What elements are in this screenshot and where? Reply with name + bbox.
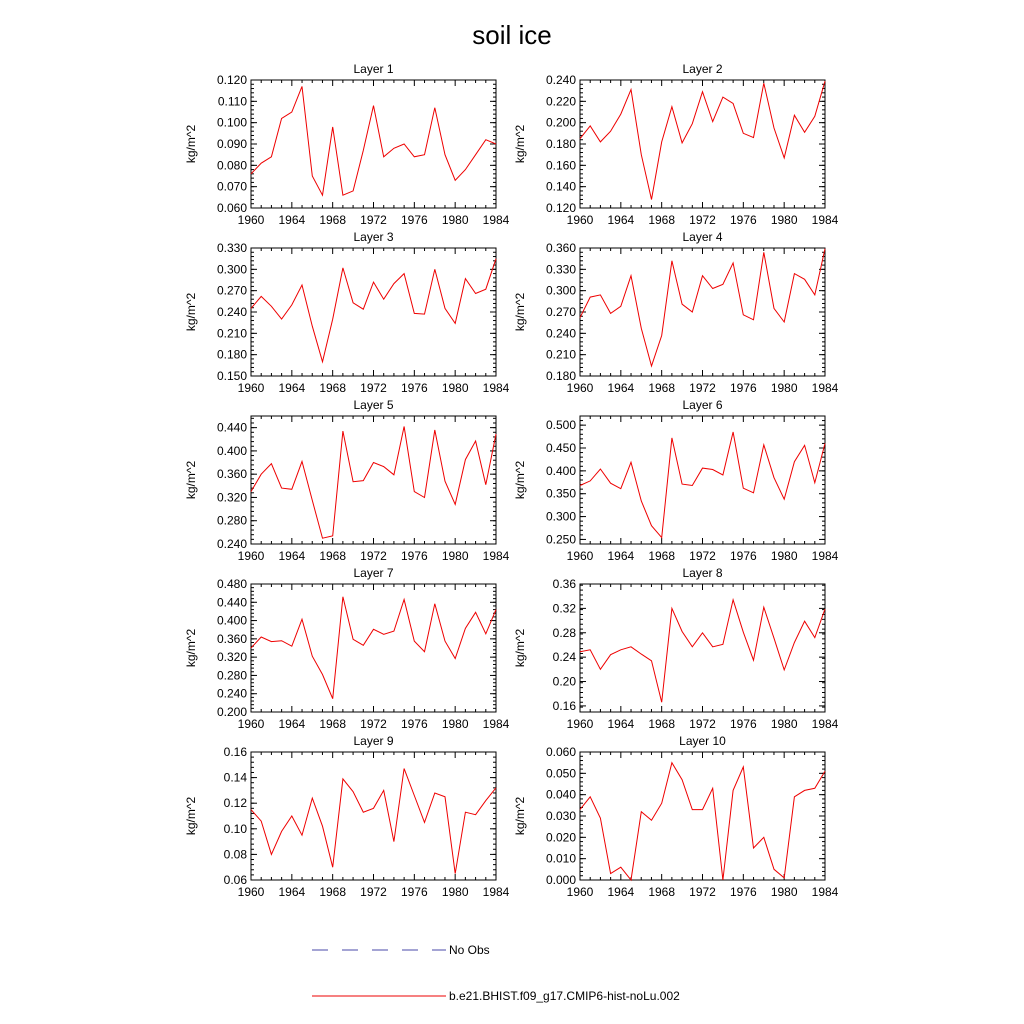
y-tick-label: 0.240 [216, 686, 247, 701]
y-tick-label: 0.140 [545, 179, 576, 194]
series-line [251, 427, 496, 539]
y-tick-label: 0.300 [216, 262, 247, 277]
y-tick-label: 0.20 [552, 674, 576, 689]
x-tick-label: 1964 [607, 717, 635, 731]
x-tick-label: 1976 [400, 381, 428, 395]
y-tick-label: 0.220 [545, 94, 576, 109]
y-tick-label: 0.090 [216, 137, 247, 151]
y-axis-label: kg/m^2 [184, 796, 198, 836]
y-axis-label: kg/m^2 [184, 628, 198, 668]
y-axis-label: kg/m^2 [513, 628, 527, 668]
x-tick-label: 1984 [482, 717, 510, 731]
y-tick-label: 0.32 [552, 601, 576, 616]
x-tick-label: 1976 [729, 549, 757, 563]
plot-frame [251, 248, 496, 376]
y-tick-label: 0.08 [223, 847, 247, 862]
x-tick-label: 1980 [770, 213, 798, 227]
y-tick-label: 0.160 [545, 158, 576, 173]
x-tick-label: 1976 [400, 885, 428, 899]
x-tick-label: 1980 [441, 885, 469, 899]
x-tick-label: 1960 [237, 381, 265, 395]
y-tick-label: 0.360 [545, 241, 576, 255]
y-tick-label: 0.210 [216, 326, 247, 341]
x-tick-label: 1980 [441, 381, 469, 395]
y-tick-label: 0.300 [545, 509, 576, 524]
y-tick-label: 0.10 [223, 821, 247, 836]
x-tick-label: 1976 [400, 549, 428, 563]
x-tick-label: 1976 [729, 381, 757, 395]
x-tick-label: 1984 [482, 885, 510, 899]
x-tick-label: 1984 [482, 213, 510, 227]
y-tick-label: 0.050 [545, 766, 576, 781]
x-tick-label: 1964 [607, 381, 635, 395]
y-tick-label: 0.010 [545, 851, 576, 866]
y-tick-label: 0.400 [545, 463, 576, 478]
x-tick-label: 1960 [566, 549, 594, 563]
x-tick-label: 1972 [360, 549, 387, 563]
y-tick-label: 0.060 [216, 201, 247, 215]
x-tick-label: 1972 [689, 381, 716, 395]
x-tick-label: 1984 [482, 381, 510, 395]
plot-frame [580, 752, 825, 880]
x-tick-label: 1980 [441, 717, 469, 731]
y-axis-label: kg/m^2 [513, 796, 527, 836]
plot-frame [251, 416, 496, 544]
x-tick-label: 1980 [441, 549, 469, 563]
y-tick-label: 0.250 [545, 532, 576, 547]
x-tick-label: 1968 [648, 213, 676, 227]
y-tick-label: 0.24 [552, 650, 576, 665]
panel-title: Layer 4 [682, 230, 723, 244]
x-tick-label: 1964 [278, 885, 306, 899]
y-tick-label: 0.000 [545, 873, 576, 887]
y-tick-label: 0.400 [216, 443, 247, 458]
y-tick-label: 0.330 [545, 262, 576, 277]
y-axis-label: kg/m^2 [513, 460, 527, 500]
panel-layer-2 [513, 62, 839, 227]
x-tick-label: 1984 [811, 717, 839, 731]
panel-title: Layer 2 [682, 62, 723, 76]
plot-frame [251, 80, 496, 208]
y-tick-label: 0.120 [545, 201, 576, 215]
x-tick-label: 1980 [770, 885, 798, 899]
series-line [251, 597, 496, 699]
x-tick-label: 1976 [729, 717, 757, 731]
y-axis-label: kg/m^2 [513, 292, 527, 332]
y-axis-label: kg/m^2 [513, 124, 527, 164]
y-tick-label: 0.360 [216, 631, 247, 646]
y-tick-label: 0.440 [216, 595, 247, 610]
x-tick-label: 1960 [237, 885, 265, 899]
x-tick-label: 1960 [566, 717, 594, 731]
y-tick-label: 0.110 [217, 94, 247, 109]
panel-layer-8 [513, 566, 839, 731]
series-line [580, 249, 825, 366]
x-tick-label: 1972 [689, 549, 716, 563]
x-tick-label: 1976 [400, 717, 428, 731]
x-tick-label: 1968 [319, 885, 347, 899]
panel-layer-7 [184, 566, 510, 731]
y-tick-label: 0.270 [545, 305, 576, 319]
x-tick-label: 1968 [319, 717, 347, 731]
panel-title: Layer 10 [679, 734, 726, 748]
y-tick-label: 0.210 [545, 347, 576, 362]
y-tick-label: 0.040 [545, 787, 576, 802]
y-tick-label: 0.100 [216, 115, 247, 130]
y-tick-label: 0.180 [216, 347, 247, 362]
y-tick-label: 0.500 [545, 418, 576, 433]
x-tick-label: 1964 [607, 549, 635, 563]
x-tick-label: 1968 [319, 381, 347, 395]
figure-title: soil ice [472, 20, 552, 50]
y-tick-label: 0.200 [216, 705, 247, 719]
series-line [251, 86, 496, 195]
y-tick-label: 0.240 [545, 326, 576, 341]
y-tick-label: 0.150 [216, 369, 247, 383]
x-tick-label: 1968 [648, 549, 676, 563]
y-tick-label: 0.240 [216, 537, 247, 551]
x-tick-label: 1960 [237, 549, 265, 563]
x-tick-label: 1964 [607, 213, 635, 227]
x-tick-label: 1964 [278, 381, 306, 395]
y-axis-label: kg/m^2 [184, 460, 198, 500]
x-tick-label: 1972 [689, 885, 716, 899]
x-tick-label: 1984 [482, 549, 510, 563]
panel-title: Layer 1 [353, 62, 394, 76]
x-tick-label: 1984 [811, 549, 839, 563]
x-tick-label: 1976 [400, 213, 428, 227]
y-tick-label: 0.06 [223, 873, 247, 887]
y-tick-label: 0.240 [216, 305, 247, 319]
x-tick-label: 1960 [237, 717, 265, 731]
panel-title: Layer 8 [682, 566, 723, 580]
panel-title: Layer 7 [353, 566, 394, 580]
panel-layer-4 [513, 230, 839, 395]
x-tick-label: 1968 [648, 885, 676, 899]
plot-frame [251, 752, 496, 880]
x-tick-label: 1964 [278, 213, 306, 227]
series-line [580, 432, 825, 538]
x-tick-label: 1972 [360, 381, 387, 395]
x-tick-label: 1972 [360, 885, 387, 899]
y-tick-label: 0.270 [216, 283, 247, 298]
y-tick-label: 0.480 [216, 577, 247, 591]
y-tick-label: 0.360 [216, 467, 247, 482]
panel-layer-5 [184, 398, 510, 563]
y-tick-label: 0.14 [223, 770, 247, 785]
panel-title: Layer 3 [353, 230, 394, 244]
x-tick-label: 1960 [237, 213, 265, 227]
panel-layer-10 [513, 734, 839, 899]
y-tick-label: 0.280 [216, 513, 247, 528]
x-tick-label: 1964 [278, 549, 306, 563]
y-tick-label: 0.12 [223, 796, 247, 811]
y-tick-label: 0.120 [216, 73, 247, 87]
panel-title: Layer 6 [682, 398, 723, 412]
y-axis-label: kg/m^2 [184, 124, 198, 164]
x-tick-label: 1972 [689, 213, 716, 227]
x-tick-label: 1980 [770, 549, 798, 563]
panel-title: Layer 9 [353, 734, 394, 748]
panel-title: Layer 5 [353, 398, 394, 412]
series-line [251, 259, 496, 362]
x-tick-label: 1972 [360, 717, 387, 731]
x-tick-label: 1960 [566, 381, 594, 395]
series-line [580, 600, 825, 702]
y-tick-label: 0.16 [552, 698, 576, 713]
legend-no-obs-label: No Obs [449, 943, 490, 957]
series-line [580, 763, 825, 880]
x-tick-label: 1972 [689, 717, 716, 731]
y-tick-label: 0.030 [545, 809, 576, 823]
x-tick-label: 1964 [278, 717, 306, 731]
x-tick-label: 1984 [811, 213, 839, 227]
y-tick-label: 0.280 [216, 668, 247, 683]
x-tick-label: 1968 [648, 717, 676, 731]
y-tick-label: 0.060 [545, 745, 576, 759]
y-tick-label: 0.36 [552, 577, 576, 591]
x-tick-label: 1968 [648, 381, 676, 395]
series-line [251, 769, 496, 874]
y-tick-label: 0.320 [216, 490, 247, 505]
panel-layer-3 [184, 230, 510, 395]
x-tick-label: 1960 [566, 213, 594, 227]
plot-frame [580, 584, 825, 712]
y-tick-label: 0.350 [545, 486, 576, 501]
y-tick-label: 0.080 [216, 158, 247, 173]
y-axis-label: kg/m^2 [184, 292, 198, 332]
plot-frame [580, 248, 825, 376]
x-tick-label: 1976 [729, 213, 757, 227]
series-line [580, 81, 825, 199]
y-tick-label: 0.450 [545, 441, 576, 455]
y-tick-label: 0.300 [545, 283, 576, 298]
plot-frame [580, 80, 825, 208]
panel-layer-1 [184, 62, 510, 227]
y-tick-label: 0.240 [545, 73, 576, 87]
y-tick-label: 0.320 [216, 650, 247, 665]
x-tick-label: 1972 [360, 213, 387, 227]
y-tick-label: 0.020 [545, 830, 576, 845]
x-tick-label: 1984 [811, 885, 839, 899]
legend [312, 943, 680, 1003]
plot-frame [580, 416, 825, 544]
y-tick-label: 0.180 [545, 369, 576, 383]
y-tick-label: 0.16 [223, 745, 247, 759]
legend-model-label: b.e21.BHIST.f09_g17.CMIP6-hist-noLu.002 [449, 989, 680, 1003]
y-tick-label: 0.440 [216, 420, 247, 435]
x-tick-label: 1976 [729, 885, 757, 899]
y-tick-label: 0.070 [216, 179, 247, 194]
x-tick-label: 1984 [811, 381, 839, 395]
x-tick-label: 1980 [441, 213, 469, 227]
x-tick-label: 1968 [319, 213, 347, 227]
x-tick-label: 1980 [770, 717, 798, 731]
y-tick-label: 0.28 [552, 625, 576, 640]
y-tick-label: 0.180 [545, 137, 576, 151]
y-tick-label: 0.400 [216, 613, 247, 628]
x-tick-label: 1980 [770, 381, 798, 395]
y-tick-label: 0.200 [545, 115, 576, 130]
panels [184, 62, 839, 899]
x-tick-label: 1964 [607, 885, 635, 899]
x-tick-label: 1968 [319, 549, 347, 563]
panel-layer-9 [184, 734, 510, 899]
y-tick-label: 0.330 [216, 241, 247, 255]
panel-layer-6 [513, 398, 839, 563]
x-tick-label: 1960 [566, 885, 594, 899]
